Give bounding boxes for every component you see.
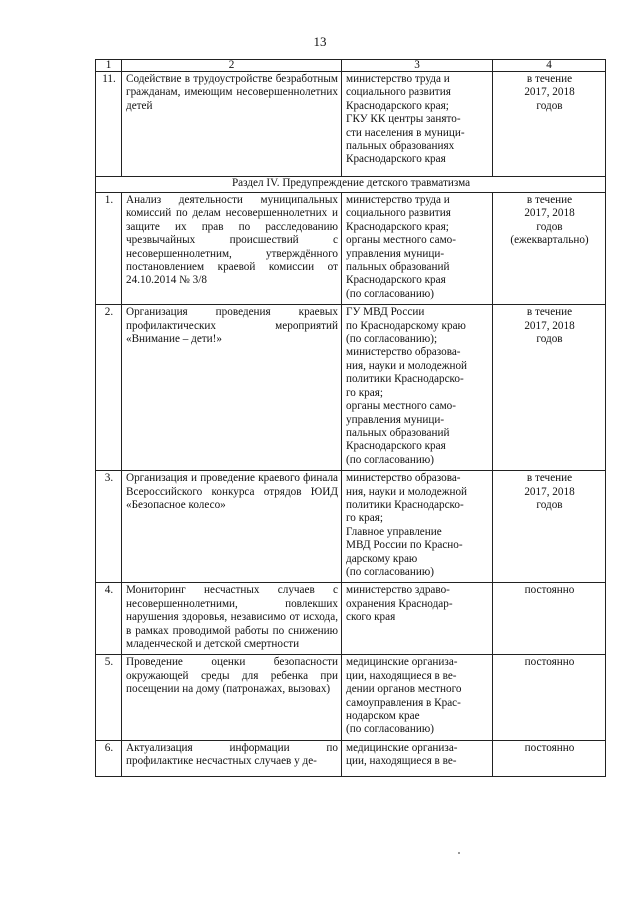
executor-line: социального развития [346,86,451,99]
term-line: 2017, 2018 [524,86,575,99]
column-number: 4 [493,60,606,72]
task-description [122,740,342,776]
task-description: Организация проведения краевых профилактических мероприятий «Внимание – дети!» [122,305,342,471]
executor-line: сти населения в муници- [346,126,465,139]
executor-line: ГУ МВД России [346,306,425,319]
term-cell [493,193,606,305]
page-number: 13 [313,34,327,49]
table-row [96,583,606,655]
task-description: Содействие в трудоустройстве безработным гражданам, имеющим несовершеннолетних детей [122,72,342,177]
executor-line: Главное управление [346,525,442,538]
executor-line: социального развития [346,207,451,220]
executor-line: пальных образованиях [346,140,455,153]
executor-line: Краснодарского края; [346,220,449,233]
executor-line: министерство труда и [346,194,450,206]
task-description: Анализ деятельности муниципальных комиссий по делам несовершеннолетних и защите их прав по расследованию чрезвычайных происшествий с несовершеннолетним, утверждённого постановлением краевой комиссии от 24.10.2014 № 3/8 [122,193,342,305]
table-row [96,305,606,471]
term-line: 2017, 2018 [524,485,575,498]
executor-line: министерство образова- [346,346,461,359]
task-description: Организация и проведение краевого финала Всероссийского конкурса отрядов ЮИД «Безопасное колесо» [122,471,342,583]
row-number: 5. [96,655,122,740]
column-number: 2 [122,60,342,72]
executor-line: МВД России по Красно- [346,539,463,552]
executors-cell [342,305,493,471]
term-line: годов [536,99,563,112]
term-cell [493,583,606,655]
executor-line: го края; [346,512,383,525]
executor-line: Краснодарского края [346,440,446,453]
row-number: 11. [96,72,122,177]
task-description-text: Актуализация информации по профилактике несчастных случаев у де- [126,741,338,768]
row-number: 3. [96,471,122,583]
executors-cell [342,740,493,776]
task-description: Мониторинг несчастных случаев с несовершеннолетними, повлекших нарушения здоровья, независимо от исхода, в рамках проводимой работы по снижению младенческой и детской смертности [122,583,342,655]
executor-line: (по согласованию) [346,453,434,466]
row-number: 4. [96,583,122,655]
executor-line: политики Краснодарско- [346,498,464,511]
executor-line: медицинские организа- [346,656,458,669]
executor-line: министерство образова- [346,472,461,485]
activity-plan-table [95,59,606,777]
term-line: в течение [526,472,573,485]
term-cell [493,72,606,177]
scan-speck [458,852,460,854]
table-row [96,655,606,740]
executors-cell [342,655,493,740]
executors-cell [342,193,493,305]
term-cell [493,471,606,583]
executor-line: ния, науки и молодежной [346,359,468,372]
executor-line: по Краснодарскому краю [346,319,466,332]
executor-line: ции, находящиеся в ве- [346,755,457,768]
column-number: 1 [96,60,122,72]
executor-line: ского края [346,611,396,624]
column-number: 3 [342,60,493,72]
term-line: в течение [526,306,573,319]
term-line: годов [536,220,563,233]
executor-line: Краснодарского края [346,153,446,166]
executor-line: дении органов местного [346,683,462,696]
section-heading-row [96,177,606,193]
executor-line: го края; [346,386,383,399]
term-line: годов [536,333,563,346]
executor-line: (по согласованию) [346,287,434,300]
term-cell [493,655,606,740]
executor-line: Краснодарского края [346,274,446,287]
executor-line: органы местного само- [346,400,456,413]
executor-line: управления муници- [346,413,445,426]
executor-line: (по согласованию); [346,333,438,346]
executor-line: (по согласованию) [346,565,434,578]
task-description: Проведение оценки безопасности окружающей среды для ребенка при посещении на дому (патронажах, вызовах) [122,655,342,740]
section-title: Раздел IV. Предупреждение детского травматизма [96,177,606,193]
term-line: годов [536,498,563,511]
term-line: в течение [526,73,573,85]
term-cell [493,305,606,471]
executor-line: Краснодарского края; [346,99,449,112]
executor-line: ГКУ КК центры занято- [346,113,461,126]
executor-line: охранения Краснодар- [346,597,453,610]
executor-line: (по согласованию) [346,723,434,736]
table-row [96,72,606,177]
executors-cell [342,72,493,177]
term-line: постоянно [524,584,575,597]
table-row [96,471,606,583]
executors-cell [342,583,493,655]
executor-line: органы местного само- [346,234,456,247]
executor-line: пальных образований [346,261,450,274]
executor-line: ния, науки и молодежной [346,485,468,498]
executor-line: министерство здраво- [346,584,450,597]
row-number: 2. [96,305,122,471]
term-line: в течение [526,194,573,206]
row-number: 1. [96,193,122,305]
executors-cell [342,471,493,583]
table-row [96,193,606,305]
row-number: 6. [96,740,122,776]
executor-line: управления муници- [346,247,445,260]
executor-line: министерство труда и [346,73,450,85]
term-line: 2017, 2018 [524,319,575,332]
term-line: 2017, 2018 [524,207,575,220]
table-row [96,740,606,776]
column-number-row [96,60,606,72]
executor-line: дарскому краю [346,552,418,565]
term-line: постоянно [524,741,575,754]
term-line: (ежеквартально) [510,234,589,247]
executor-line: медицинские организа- [346,741,458,754]
executor-line: пальных образований [346,426,450,439]
term-line: постоянно [524,656,575,669]
executor-line: политики Краснодарско- [346,373,464,386]
executor-line: самоуправления в Крас- [346,696,461,709]
executor-line: нодарском крае [346,710,420,723]
executor-line: ции, находящиеся в ве- [346,669,457,682]
term-cell [493,740,606,776]
